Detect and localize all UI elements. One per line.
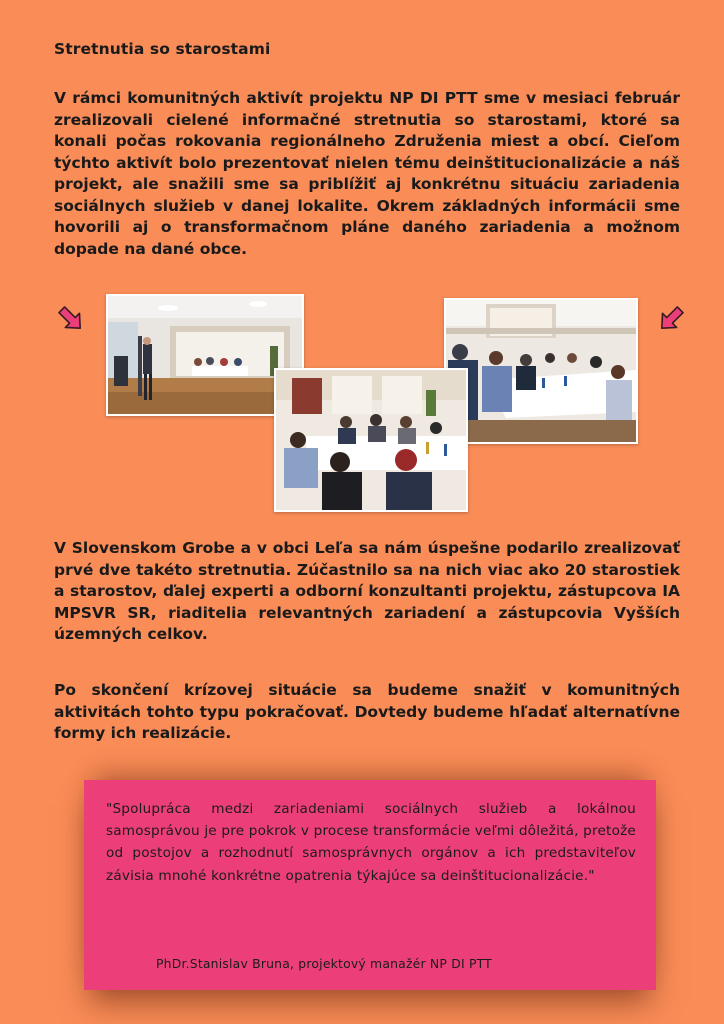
quote-box [84, 780, 656, 990]
section-title: Stretnutia so starostami [54, 40, 271, 58]
quote-text: "Spolupráca medzi zariadeniami sociálnych služieb a lokálnou samosprávou je pre pokrok v procese transformácie veľmi dôležitá, pretože od postojov a rozhodnutí samosprávnych orgánov a ich predstaviteľov závisia mnohé konkrétne opatrenia týkajúce sa deinštitucionalizácie." [106, 801, 636, 884]
arrow-down-right-icon [56, 304, 86, 334]
meeting-photo-table-right [444, 298, 638, 444]
meetings-paragraph: V Slovenskom Grobe a v obci Leľa sa nám úspešne podarilo zrealizovať prvé dve takéto stretnutia. Zúčastnilo sa na nich viac ako 20 starostiek a starostov, ďalej experti a odborní konzultanti projektu, zástupcova IA MPSVR SR, riaditelia relevantných zariadení a zástupcovia Vyšších územných celkov. [54, 539, 680, 643]
future-paragraph: Po skončení krízovej situácie sa budeme snažiť v komunitných aktivitách tohto typu pokračovať. Dovtedy budeme hľadať alternatívne formy ich realizácie. [54, 681, 680, 742]
arrow-down-left-icon [656, 304, 686, 334]
meeting-photo-table-center [274, 368, 468, 512]
intro-paragraph: V rámci komunitných aktivít projektu NP DI PTT sme v mesiaci február zrealizovali cielené informačné stretnutia so starostami, ktoré sa konali počas rokovania regionálneho Združenia miest a obcí. Cieľom týchto aktivít bolo prezentovať nielen tému deinštitucionalizácie a náš projekt, ale snažili sme sa priblížiť aj konkrétnu situáciu zariadenia sociálnych služieb v danej lokalite. Okrem základných informácii sme hovorili aj o transformačnom pláne daného zariadenia a možnom dopade na dané obce. [54, 89, 680, 258]
quote-author: PhDr.Stanislav Bruna, projektový manažér NP DI PTT [156, 956, 492, 971]
